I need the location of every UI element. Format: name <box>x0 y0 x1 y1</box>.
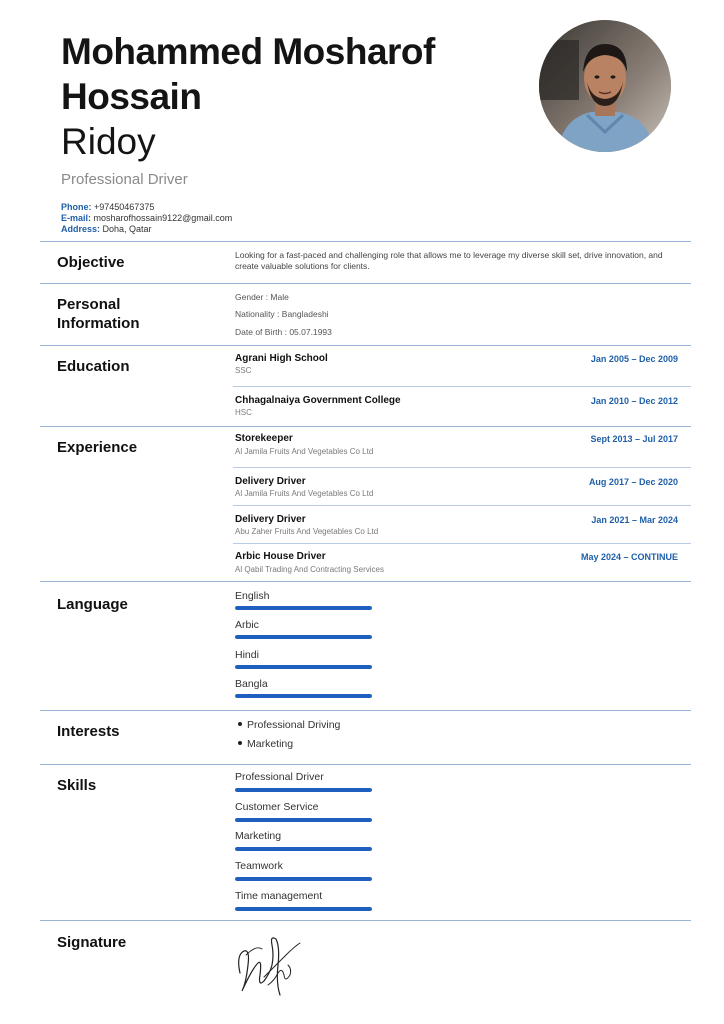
skill-name: Professional Driver <box>235 771 324 783</box>
experience-company: Abu Zaher Fruits And Vegetables Co Ltd <box>235 527 379 536</box>
language-level-fill <box>235 694 372 698</box>
experience-role: Delivery Driver <box>235 476 306 487</box>
skill-name: Teamwork <box>235 860 283 872</box>
skill-name: Customer Service <box>235 801 319 813</box>
section-divider <box>40 241 691 242</box>
contact-phone: Phone: +97450467375 <box>61 202 155 212</box>
section-divider <box>40 581 691 582</box>
language-level-bar <box>235 665 372 669</box>
section-title-experience: Experience <box>57 439 138 456</box>
language-name: Bangla <box>235 678 268 690</box>
language-name: English <box>235 590 270 602</box>
skill-level-bar <box>235 907 372 911</box>
education-degree: SSC <box>235 366 252 375</box>
language-level-bar <box>235 635 372 639</box>
experience-company: Al Qabil Trading And Contracting Services <box>235 565 384 574</box>
section-title-signature: Signature <box>57 934 127 951</box>
language-level-bar <box>235 694 372 698</box>
name-first-line: Mohammed Mosharof <box>61 31 435 72</box>
skill-level-bar <box>235 847 372 851</box>
skill-level-fill <box>235 847 372 851</box>
skill-level-fill <box>235 877 372 881</box>
section-divider <box>40 426 691 427</box>
skill-name: Time management <box>235 890 323 902</box>
section-title-education: Education <box>57 358 130 375</box>
entry-divider <box>233 543 691 544</box>
section-title-language: Language <box>57 596 128 613</box>
section-title-personal: Personal Information <box>57 296 140 332</box>
bullet-icon <box>238 741 242 745</box>
skill-level-fill <box>235 788 372 792</box>
experience-role: Storekeeper <box>235 433 293 444</box>
language-level-fill <box>235 606 372 610</box>
language-level-bar <box>235 606 372 610</box>
interest-item: Marketing <box>238 738 293 751</box>
skill-level-bar <box>235 788 372 792</box>
contact-block <box>61 202 232 235</box>
language-level-fill <box>235 665 372 669</box>
handwritten-signature <box>228 925 318 1000</box>
section-divider <box>40 920 691 921</box>
personal-nationality: Nationality : Bangladeshi <box>235 309 329 319</box>
experience-date: May 2024 – CONTINUE <box>580 552 678 562</box>
profile-photo <box>539 20 671 152</box>
objective-text: Looking for a fast-paced and challenging role that allows me to leverage my diverse skill set, drive innovation, and create valuable solutions for clients. <box>235 250 663 271</box>
contact-email: E-mail: mosharofhossain9122@gmail.com <box>61 213 233 223</box>
education-degree: HSC <box>235 408 252 417</box>
skill-level-bar <box>235 877 372 881</box>
experience-company: Al Jamila Fruits And Vegetables Co Ltd <box>235 489 374 498</box>
education-school: Chhagalnaiya Government College <box>235 395 401 406</box>
skill-level-fill <box>235 818 372 822</box>
section-title-objective: Objective <box>57 254 125 271</box>
skill-level-fill <box>235 907 372 911</box>
language-level-fill <box>235 635 372 639</box>
contact-address: Address: Doha, Qatar <box>61 224 152 234</box>
experience-company: Al Jamila Fruits And Vegetables Co Ltd <box>235 447 374 456</box>
experience-date: Jan 2021 – Mar 2024 <box>591 515 678 525</box>
experience-role: Delivery Driver <box>235 514 306 525</box>
education-date: Jan 2005 – Dec 2009 <box>590 354 678 364</box>
name-third-line: Ridoy <box>61 121 156 162</box>
bullet-icon <box>238 722 242 726</box>
section-title-skills: Skills <box>57 777 97 794</box>
interest-item: Professional Driving <box>238 719 340 732</box>
experience-role: Arbic House Driver <box>235 551 326 562</box>
section-divider <box>40 764 691 765</box>
personal-gender: Gender : Male <box>235 292 289 302</box>
name-second-line: Hossain <box>61 76 202 117</box>
entry-divider <box>233 467 691 468</box>
language-name: Arbic <box>235 619 259 631</box>
entry-divider <box>233 505 691 506</box>
experience-date: Sept 2013 – Jul 2017 <box>590 434 678 444</box>
experience-date: Aug 2017 – Dec 2020 <box>588 477 678 487</box>
education-school: Agrani High School <box>235 353 328 364</box>
section-divider <box>40 345 691 346</box>
section-divider <box>40 710 691 711</box>
personal-dob: Date of Birth : 05.07.1993 <box>235 327 332 337</box>
skill-name: Marketing <box>235 830 282 842</box>
section-title-interests: Interests <box>57 723 120 740</box>
entry-divider <box>233 386 691 387</box>
education-date: Jan 2010 – Dec 2012 <box>590 396 678 406</box>
language-name: Hindi <box>235 649 259 661</box>
skill-level-bar <box>235 818 372 822</box>
job-title: Professional Driver <box>61 171 188 188</box>
section-divider <box>40 283 691 284</box>
